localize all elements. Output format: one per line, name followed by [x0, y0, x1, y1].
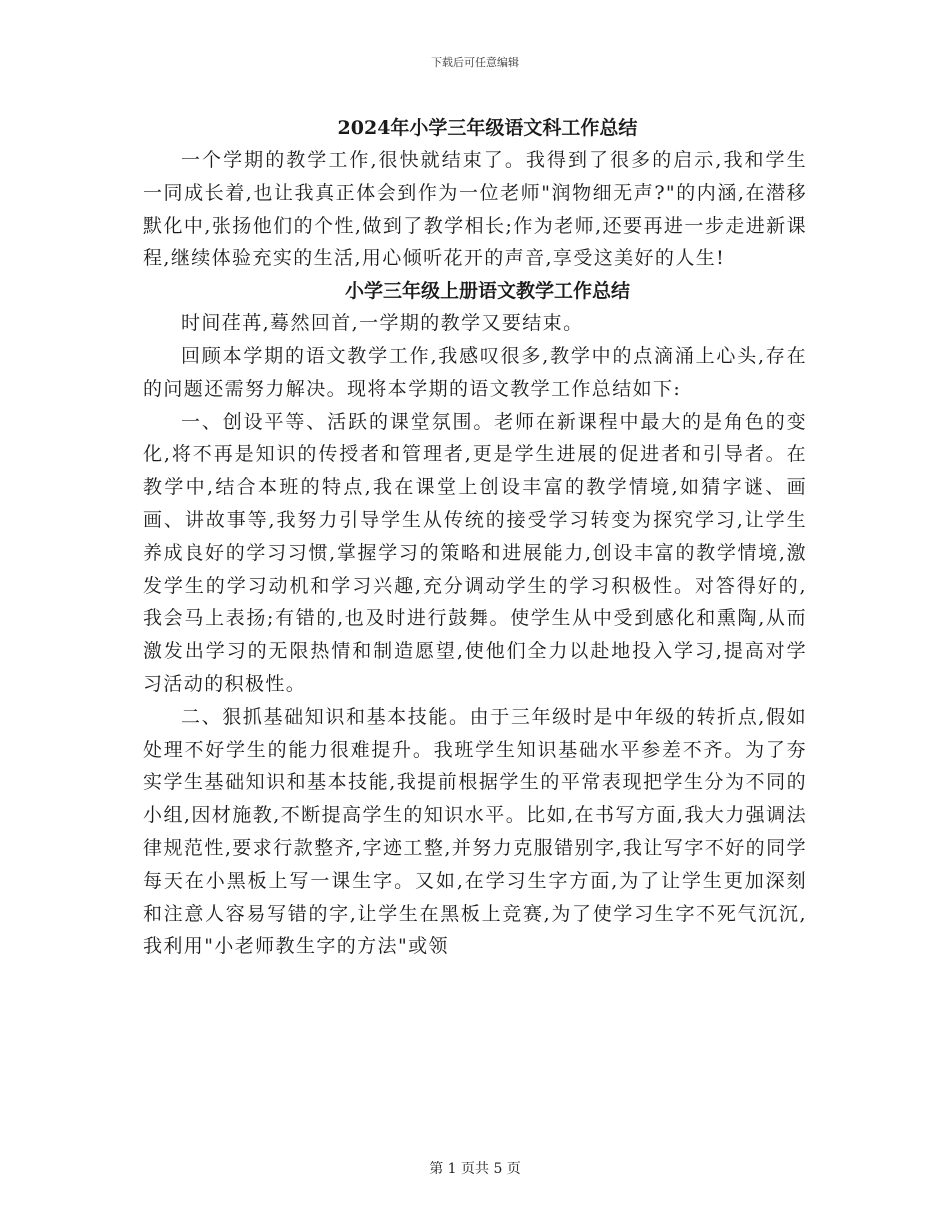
page-number: 第 1 页共 5 页 — [429, 1161, 521, 1177]
paragraph-intro: 一个学期的教学工作,很快就结束了。我得到了很多的启示,我和学生一同成长着,也让我真正体会到作为一位老师"润物细无声?"的内涵,在潜移默化中,张扬他们的个性,做到了教学相长;作为老师,还要再进一步走进新课程,继续体验充实的生活,用心倾听花开的声音,享受这美好的人生! — [143, 149, 807, 270]
paragraph-opening: 时间荏苒,蓦然回首,一学期的教学又要结束。 — [181, 312, 584, 335]
document-body — [143, 112, 807, 963]
document-title: 2024年小学三年级语文科工作总结 — [337, 117, 638, 139]
paragraph-point-two: 二、狠抓基础知识和基本技能。由于三年级时是中年级的转折点,假如处理不好学生的能力很难提升。我班学生知识基础水平参差不齐。为了夯实学生基础知识和基本技能,我提前根据学生的平常表现把学生分为不同的小组,因材施教,不断提高学生的知识水平。比如,在书写方面,我大力强调法律规范性,要求行款整齐,字迹工整,并努力克服错别字,我让写字不好的同学每天在小黑板上写一课生字。又如,在学习生字方面,为了让学生更加深刻和注意人容易写错的字,让学生在黑板上竞赛,为了使学习生字不死气沉沉,我利用"小老师教生字的方法"或领 — [143, 705, 807, 958]
paragraph-point-one: 一、创设平等、活跃的课堂氛围。老师在新课程中最大的是角色的变化,将不再是知识的传授者和管理者,更是学生进展的促进者和引导者。在教学中,结合本班的特点,我在课堂上创设丰富的教学情境,如猜字谜、画画、讲故事等,我努力引导学生从传统的接受学习转变为探究学习,让学生养成良好的学习习惯,掌握学习的策略和进展能力,创设丰富的教学情境,激发学生的学习动机和学习兴趣,充分调动学生的学习积极性。对答得好的,我会马上表扬;有错的,也及时进行鼓舞。使学生从中受到感化和熏陶,从而激发出学习的无限热情和制造愿望,使他们全力以赴地投入学习,提高对学习活动的积极性。 — [143, 410, 807, 695]
paragraph-review: 回顾本学期的语文教学工作,我感叹很多,教学中的点滴涌上心头,存在的问题还需努力解决。现将本学期的语文教学工作总结如下: — [143, 344, 807, 400]
section-title: 小学三年级上册语文教学工作总结 — [344, 280, 630, 303]
page-header-note: 下载后可任意编辑 — [431, 56, 519, 69]
